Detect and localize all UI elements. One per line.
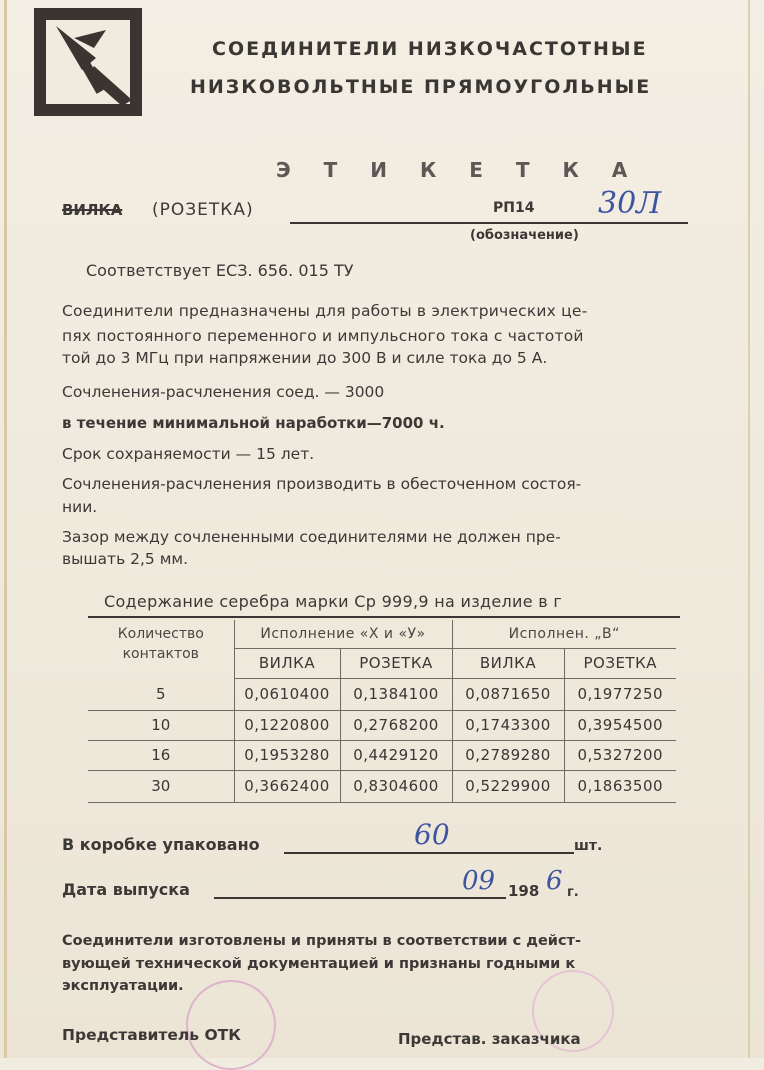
purpose-line-3: той до 3 МГц при напряжении до 300 В и силе тока до 5 А. (62, 349, 548, 367)
contacts-cell: 5 (88, 678, 234, 710)
contacts-cell: 10 (88, 710, 234, 740)
packing-label: В коробке упаковано (62, 835, 260, 854)
manufacturer-logo (34, 8, 142, 116)
operating-time-text: в течение минимальной наработки—7000 ч. (62, 414, 445, 432)
handwritten-quantity: 60 (414, 818, 450, 851)
value-cell: 0,1863500 (564, 770, 676, 802)
conformity-text: Соответствует ЕСЗ. 656. 015 ТУ (86, 261, 354, 280)
sheet-edge (4, 0, 7, 1058)
cycles-text: Сочленения-расчленения соед. — 3000 (62, 383, 385, 401)
gap-line-2: вышать 2,5 мм. (62, 550, 189, 568)
table-row (88, 678, 676, 710)
value-cell: 0,0871650 (452, 678, 564, 710)
struck-plug-word: ВИЛКА (62, 201, 123, 219)
acceptance-line-1: Соединители изготовлены и приняты в соответствии с дейст- (62, 933, 581, 949)
subheader-plug-v: ВИЛКА (452, 648, 564, 678)
value-cell: 0,1977250 (564, 678, 676, 710)
model-code: РП14 (493, 200, 535, 216)
subheader-socket-v: РОЗЕТКА (564, 648, 676, 678)
value-cell: 0,3954500 (564, 710, 676, 740)
designation-caption: (обозначение) (470, 228, 579, 243)
handwritten-month: 09 (462, 866, 496, 896)
designation-line (290, 222, 688, 224)
group-header-xy: Исполнение «Х и «У» (234, 620, 452, 648)
deenergized-line-1: Сочленения-расчленения производить в обесточенном состоя- (62, 475, 582, 493)
value-cell: 0,1220800 (234, 710, 340, 740)
contacts-cell: 30 (88, 770, 234, 802)
gap-line-1: Зазор между сочлененными соединителями не должен пре- (62, 528, 561, 546)
acceptance-line-3: эксплуатации. (62, 978, 184, 994)
acceptance-line-2: вующей технической документацией и признаны годными к (62, 956, 576, 972)
year-prefix: 198 (508, 882, 540, 900)
handwritten-year-digit: 6 (546, 866, 563, 896)
value-cell: 0,5327200 (564, 740, 676, 770)
value-cell: 0,1743300 (452, 710, 564, 740)
customer-signature-label: Представ. заказчика (398, 1030, 581, 1048)
title-line-2: НИЗКОВОЛЬТНЫЕ ПРЯМОУГОЛЬНЫЕ (190, 76, 652, 98)
subheader-plug-xy: ВИЛКА (234, 648, 340, 678)
value-cell: 0,0610400 (234, 678, 340, 710)
contacts-header-line-1: Количество (117, 626, 204, 642)
release-date-label: Дата выпуска (62, 880, 190, 899)
group-header-v: Исполнен. „В“ (452, 620, 676, 648)
deenergized-line-2: нии. (62, 498, 98, 516)
table-row (88, 740, 676, 770)
value-cell: 0,2789280 (452, 740, 564, 770)
subheader-socket-xy: РОЗЕТКА (340, 648, 452, 678)
year-suffix: г. (567, 885, 579, 900)
table-row (88, 770, 676, 802)
packing-fill-line (284, 852, 574, 854)
table-row (88, 710, 676, 740)
socket-word: (РОЗЕТКА) (152, 200, 254, 220)
sheet-edge (748, 0, 750, 1058)
logo-mark-icon (34, 8, 142, 116)
silver-content-table (88, 620, 676, 803)
contacts-header (88, 620, 234, 678)
value-cell: 0,4429120 (340, 740, 452, 770)
handwritten-code: 30Л (598, 186, 662, 221)
value-cell: 0,2768200 (340, 710, 452, 740)
value-cell: 0,5229900 (452, 770, 564, 802)
otk-signature-label: Представитель ОТК (62, 1026, 241, 1044)
packing-unit: шт. (574, 838, 603, 854)
release-fill-line (214, 897, 506, 899)
purpose-line-1: Соединители предназначены для работы в электрических це- (62, 302, 588, 320)
label-heading: Э Т И К Е Т К А (276, 158, 641, 182)
value-cell: 0,1953280 (234, 740, 340, 770)
value-cell: 0,1384100 (340, 678, 452, 710)
shelf-life-text: Срок сохраняемости — 15 лет. (62, 445, 315, 463)
table-top-rule (88, 616, 680, 618)
otk-stamp (186, 980, 276, 1070)
value-cell: 0,3662400 (234, 770, 340, 802)
title-line-1: СОЕДИНИТЕЛИ НИЗКОЧАСТОТНЫЕ (212, 38, 648, 60)
purpose-line-2: пях постоянного переменного и импульсного тока с частотой (62, 327, 584, 345)
value-cell: 0,8304600 (340, 770, 452, 802)
silver-table-caption: Содержание серебра марки Ср 999,9 на изделие в г (104, 592, 563, 611)
contacts-cell: 16 (88, 740, 234, 770)
contacts-header-line-2: контактов (122, 646, 199, 662)
